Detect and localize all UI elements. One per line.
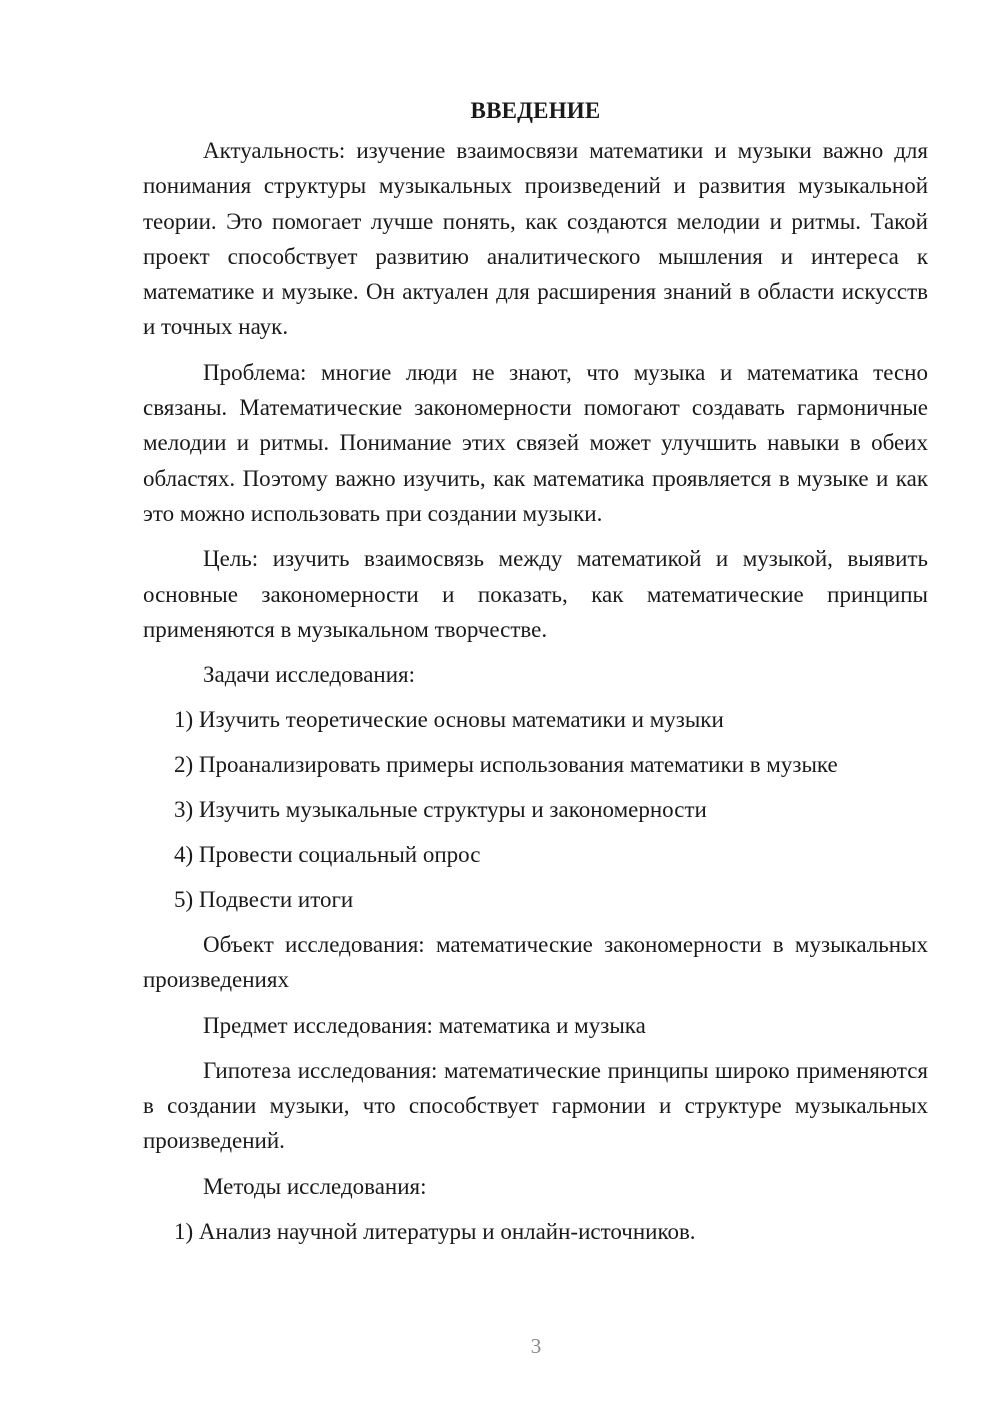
- task-item-5: 5) Подвести итоги: [174, 887, 354, 913]
- section-title: ВВЕДЕНИЕ: [470, 98, 601, 123]
- subject-line: Предмет исследования: математика и музыка: [203, 1012, 646, 1038]
- document-body: [143, 96, 928, 1259]
- method-item-1: 1) Анализ научной литературы и онлайн-источников.: [174, 1218, 696, 1244]
- object-paragraph: Объект исследования: математические закономерности в музыкальных произведениях: [143, 932, 928, 993]
- task-item-3: 3) Изучить музыкальные структуры и закономерности: [174, 797, 707, 823]
- goal-paragraph: Цель: изучить взаимосвязь между математикой и музыкой, выявить основные закономерности и показать, как математические принципы применяются в музыкальном творчестве.: [143, 546, 928, 642]
- task-item-2: 2) Проанализировать примеры использования математики в музыке: [174, 752, 838, 778]
- tasks-heading: Задачи исследования:: [203, 662, 416, 688]
- task-item-1: 1) Изучить теоретические основы математики и музыки: [174, 707, 724, 733]
- relevance-paragraph: Актуальность: изучение взаимосвязи математики и музыки важно для понимания структуры музыкальных произведений и развития музыкальной теории. Это помогает лучше понять, как создаются мелодии и ритмы. Такой проект способствует развитию аналитического мышления и интереса к математике и музыке. Он актуален для расширения знаний в области искусств и точных наук.: [143, 138, 928, 340]
- problem-paragraph: Проблема: многие люди не знают, что музыка и математика тесно связаны. Математические закономерности помогают создавать гармоничные мелодии и ритмы. Понимание этих связей может улучшить навыки в обеих областях. Поэтому важно изучить, как математика проявляется в музыке и как это можно использовать при создании музыки.: [143, 359, 928, 526]
- hypothesis-paragraph: Гипотеза исследования: математические принципы широко применяются в создании музыки, что способствует гармонии и структуре музыкальных произведений.: [143, 1057, 928, 1154]
- page-number: 3: [530, 1334, 542, 1358]
- methods-heading: Методы исследования:: [203, 1173, 427, 1199]
- task-item-4: 4) Провести социальный опрос: [174, 842, 481, 868]
